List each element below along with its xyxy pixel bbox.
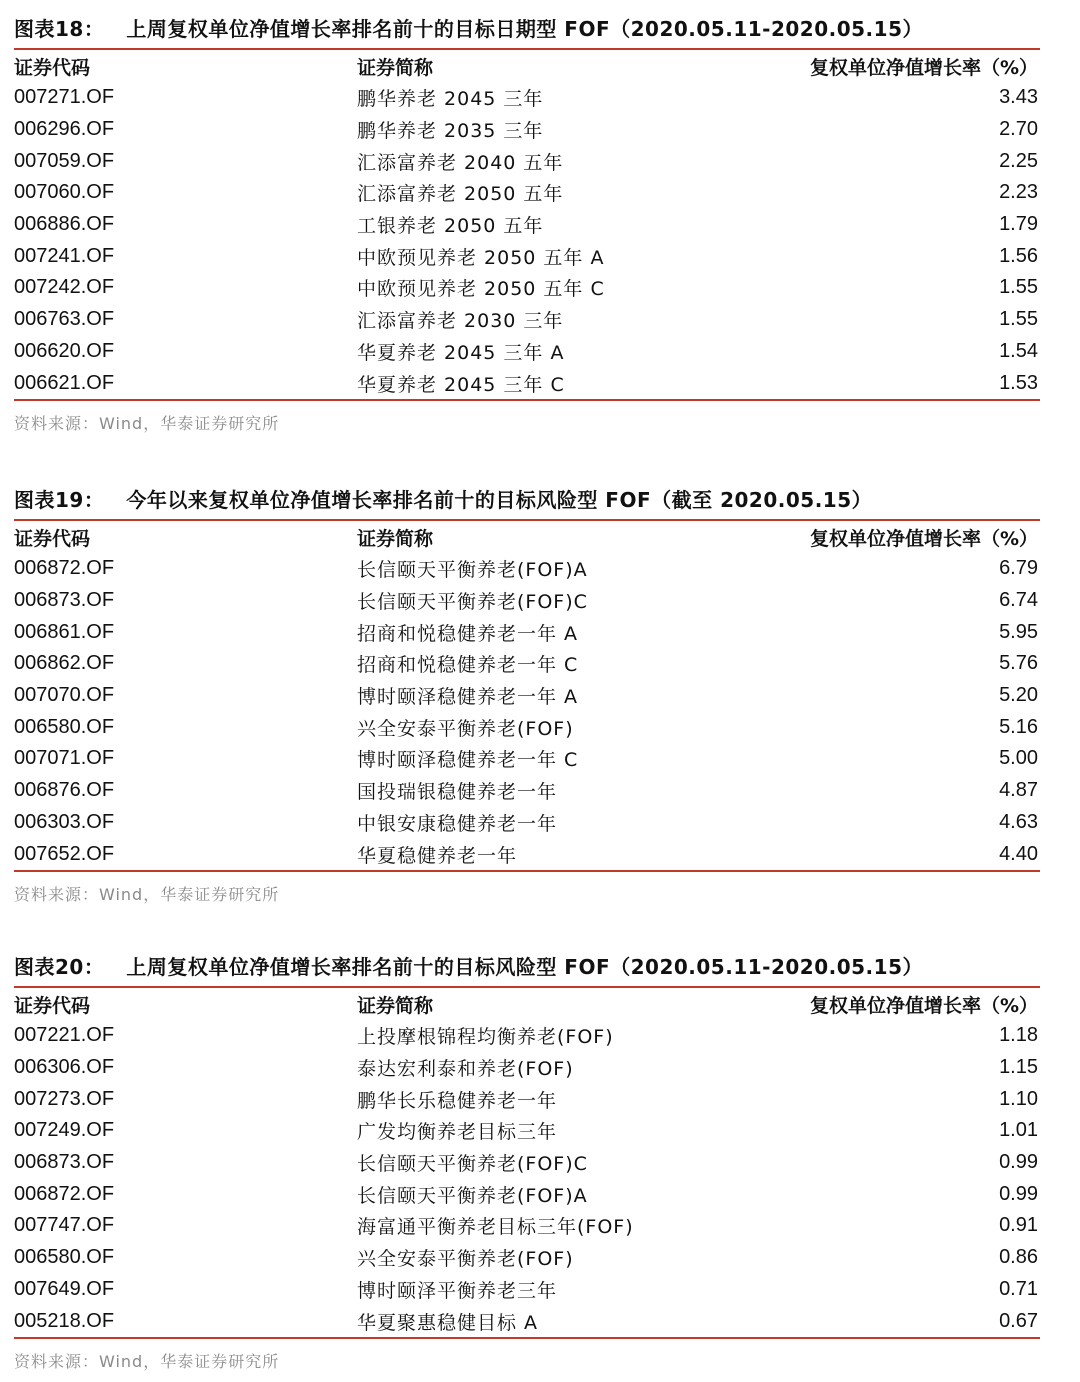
growth-rate: 1.10 [999,1087,1038,1110]
table-row [14,304,1040,336]
growth-rate: 0.71 [999,1277,1038,1300]
table-row [14,1178,1040,1210]
fund-name: 招商和悦稳健养老一年 C [357,654,579,677]
growth-rate: 1.55 [999,276,1038,299]
table-row [14,1210,1040,1242]
fund-name: 长信颐天平衡养老(FOF)A [357,559,588,582]
figure-caption: 上周复权单位净值增长率排名前十的目标风险型 FOF（2020.05.11-2020.05.15） [126,955,923,979]
table-row [14,114,1040,146]
fund-name: 博时颐泽平衡养老三年 [357,1279,558,1302]
growth-rate: 0.67 [999,1309,1038,1332]
source-note: 资料来源：Wind，华泰证券研究所 [14,413,280,433]
fund-code: 007249.OF [14,1119,115,1142]
growth-rate: 1.53 [999,371,1038,394]
growth-rate: 1.18 [999,1024,1038,1047]
fund-name: 工银养老 2050 五年 [357,215,544,238]
figure-title [14,485,1040,515]
fund-name: 华夏养老 2045 三年 A [357,341,565,364]
fund-name: 中银安康稳健养老一年 [357,812,558,835]
table-row [14,336,1040,368]
fund-name: 中欧预见养老 2050 五年 A [357,246,605,269]
growth-rate: 1.79 [999,213,1038,236]
fund-table [14,50,1040,399]
fund-name: 长信颐天平衡养老(FOF)C [357,591,588,614]
table-row [14,240,1040,272]
table-row [14,838,1040,870]
growth-rate: 6.74 [999,589,1038,612]
growth-rate: 0.91 [999,1214,1038,1237]
fund-code: 007241.OF [14,244,115,267]
table-row [14,145,1040,177]
table-row [14,648,1040,680]
fund-name: 海富通平衡养老目标三年(FOF) [357,1216,634,1239]
figure-title [14,14,1040,44]
growth-rate: 3.43 [999,86,1038,109]
growth-rate: 4.40 [999,842,1038,865]
growth-rate: 2.23 [999,181,1038,204]
table-row [14,82,1040,114]
fund-code: 006306.OF [14,1056,115,1079]
table-row [14,1020,1040,1052]
figure-18 [14,14,1040,434]
growth-rate: 6.79 [999,557,1038,580]
growth-rate: 1.15 [999,1056,1038,1079]
table-row [14,680,1040,712]
fund-name: 鹏华养老 2045 三年 [357,88,544,111]
fund-name: 汇添富养老 2030 三年 [357,310,564,333]
header-name: 证券简称 [357,56,434,79]
fund-code: 006303.OF [14,810,115,833]
table-row [14,1305,1040,1337]
fund-code: 006580.OF [14,1246,115,1269]
bottom-rule [14,870,1040,872]
table-row [14,1242,1040,1274]
growth-rate: 0.99 [999,1151,1038,1174]
figure-caption: 今年以来复权单位净值增长率排名前十的目标风险型 FOF（截至 2020.05.15） [126,488,873,512]
growth-rate: 5.95 [999,620,1038,643]
fund-name: 汇添富养老 2050 五年 [357,183,564,206]
fund-name: 华夏养老 2045 三年 C [357,373,565,396]
figure-label: 图表18： [14,17,105,41]
table-row [14,209,1040,241]
table-row [14,553,1040,585]
fund-name: 博时颐泽稳健养老一年 C [357,749,579,772]
fund-name: 鹏华养老 2035 三年 [357,120,544,143]
fund-code: 006876.OF [14,779,115,802]
fund-name: 国投瑞银稳健养老一年 [357,781,558,804]
fund-code: 005218.OF [14,1309,115,1332]
fund-name: 兴全安泰平衡养老(FOF) [357,717,574,740]
growth-rate: 5.76 [999,652,1038,675]
header-growth: 复权单位净值增长率（%） [809,56,1038,79]
fund-code: 006296.OF [14,118,115,141]
fund-code: 006886.OF [14,213,115,236]
header-code: 证券代码 [14,994,91,1017]
growth-rate: 5.00 [999,747,1038,770]
fund-code: 007271.OF [14,86,115,109]
fund-code: 007747.OF [14,1214,115,1237]
table-row [14,807,1040,839]
table-header-row [14,50,1040,82]
header-code: 证券代码 [14,56,91,79]
fund-name: 泰达宏利泰和养老(FOF) [357,1058,574,1081]
fund-code: 007221.OF [14,1024,115,1047]
fund-code: 006873.OF [14,589,115,612]
table-row [14,1115,1040,1147]
fund-code: 007273.OF [14,1087,115,1110]
fund-code: 006861.OF [14,620,115,643]
fund-name: 汇添富养老 2040 五年 [357,151,564,174]
header-growth: 复权单位净值增长率（%） [809,994,1038,1017]
growth-rate: 4.63 [999,810,1038,833]
growth-rate: 1.54 [999,339,1038,362]
figure-19 [14,485,1040,905]
header-name: 证券简称 [357,527,434,550]
growth-rate: 2.25 [999,149,1038,172]
growth-rate: 2.70 [999,118,1038,141]
table-row [14,775,1040,807]
fund-name: 广发均衡养老目标三年 [357,1121,558,1144]
growth-rate: 0.99 [999,1182,1038,1205]
bottom-rule [14,1337,1040,1339]
growth-rate: 5.16 [999,715,1038,738]
table-row [14,367,1040,399]
growth-rate: 0.86 [999,1246,1038,1269]
fund-code: 006580.OF [14,715,115,738]
fund-name: 长信颐天平衡养老(FOF)C [357,1153,588,1176]
figure-label: 图表19： [14,488,105,512]
fund-code: 007060.OF [14,181,115,204]
fund-name: 兴全安泰平衡养老(FOF) [357,1248,574,1271]
fund-name: 鹏华长乐稳健养老一年 [357,1089,558,1112]
table-row [14,272,1040,304]
bottom-rule [14,399,1040,401]
fund-code: 006872.OF [14,1182,115,1205]
table-row [14,585,1040,617]
fund-name: 华夏稳健养老一年 [357,844,518,867]
fund-code: 006862.OF [14,652,115,675]
growth-rate: 1.01 [999,1119,1038,1142]
fund-name: 长信颐天平衡养老(FOF)A [357,1184,588,1207]
fund-code: 007059.OF [14,149,115,172]
table-row [14,1052,1040,1084]
fund-code: 007070.OF [14,684,115,707]
growth-rate: 1.56 [999,244,1038,267]
table-row [14,1274,1040,1306]
fund-code: 006620.OF [14,339,115,362]
source-note: 资料来源：Wind，华泰证券研究所 [14,1351,280,1371]
fund-name: 上投摩根锦程均衡养老(FOF) [357,1026,614,1049]
fund-table [14,521,1040,870]
header-code: 证券代码 [14,527,91,550]
fund-name: 招商和悦稳健养老一年 A [357,622,579,645]
growth-rate: 1.55 [999,308,1038,331]
table-header-row [14,521,1040,553]
table-row [14,177,1040,209]
fund-code: 006873.OF [14,1151,115,1174]
figure-20 [14,952,1040,1372]
header-name: 证券简称 [357,994,434,1017]
fund-name: 中欧预见养老 2050 五年 C [357,278,605,301]
table-row [14,711,1040,743]
table-row [14,1083,1040,1115]
fund-code: 007652.OF [14,842,115,865]
fund-code: 006621.OF [14,371,115,394]
table-row [14,1147,1040,1179]
source-note: 资料来源：Wind，华泰证券研究所 [14,884,280,904]
fund-code: 006872.OF [14,557,115,580]
fund-code: 007649.OF [14,1277,115,1300]
figure-label: 图表20： [14,955,105,979]
fund-code: 007242.OF [14,276,115,299]
table-row [14,616,1040,648]
growth-rate: 5.20 [999,684,1038,707]
table-row [14,743,1040,775]
fund-name: 博时颐泽稳健养老一年 A [357,686,579,709]
header-growth: 复权单位净值增长率（%） [809,527,1038,550]
fund-code: 006763.OF [14,308,115,331]
fund-table [14,988,1040,1337]
fund-name: 华夏聚惠稳健目标 A [357,1311,539,1334]
table-header-row [14,988,1040,1020]
figure-title [14,952,1040,982]
figure-caption: 上周复权单位净值增长率排名前十的目标日期型 FOF（2020.05.11-2020.05.15） [126,17,923,41]
growth-rate: 4.87 [999,779,1038,802]
fund-code: 007071.OF [14,747,115,770]
